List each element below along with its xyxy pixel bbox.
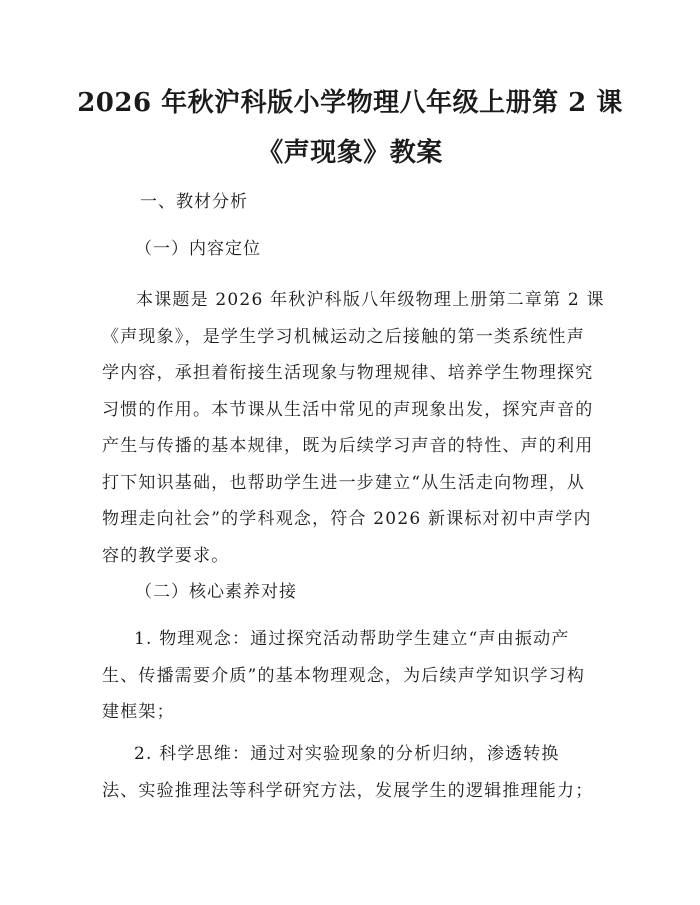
paragraph-line: 2. 科学思维：通过对实验现象的分析归纳，渗透转换 bbox=[134, 744, 560, 764]
content-positioning-paragraph bbox=[102, 282, 605, 574]
paragraph-line: 生、传播需要介质”的基本物理观念，为后续声学知识学习构 bbox=[102, 665, 586, 686]
paragraph-line: 法、实验推理法等科学研究方法，发展学生的逻辑推理能力； bbox=[102, 780, 594, 801]
paragraph-line: 建框架； bbox=[102, 702, 175, 722]
subsection-heading-content-positioning: （一）内容定位 bbox=[135, 239, 261, 259]
paragraph-line: 物理走向社会”的学科观念，符合 2026 新课标对初中声学内 bbox=[102, 509, 592, 529]
document-title-line2: 《声现象》教案 bbox=[257, 138, 443, 168]
core-literacy-item-physics-concept bbox=[102, 621, 602, 731]
paragraph-line: 产生与传播的基本规律，既为后续学习声音的特性、声的利用 bbox=[102, 436, 594, 456]
paragraph-line: 本课题是 2026 年秋沪科版八年级物理上册第二章第 2 课 bbox=[136, 290, 605, 310]
paragraph-line: 《声现象》，是学生学习机械运动之后接触的第一类系统性声 bbox=[102, 326, 585, 347]
paragraph-line: 1. 物理观念：通过探究活动帮助学生建立“声由振动产 bbox=[134, 629, 570, 649]
core-literacy-item-scientific-thinking bbox=[102, 736, 602, 809]
paragraph-line: 打下知识基础，也帮助学生进一步建立“从生活走向物理，从 bbox=[102, 472, 586, 493]
section-heading-textbook-analysis: 一、教材分析 bbox=[140, 192, 248, 212]
paragraph-line: 学内容，承担着衔接生活现象与物理规律、培养学生物理探究 bbox=[102, 363, 594, 383]
subsection-heading-core-literacy: （二）核心素养对接 bbox=[135, 582, 297, 602]
paragraph-line: 习惯的作用。本节课从生活中常见的声现象出发，探究声音的 bbox=[102, 399, 594, 420]
document-title-line1: 2026 年秋沪科版小学物理八年级上册第 2 课 bbox=[77, 88, 623, 118]
paragraph-line: 容的教学要求。 bbox=[102, 545, 230, 566]
